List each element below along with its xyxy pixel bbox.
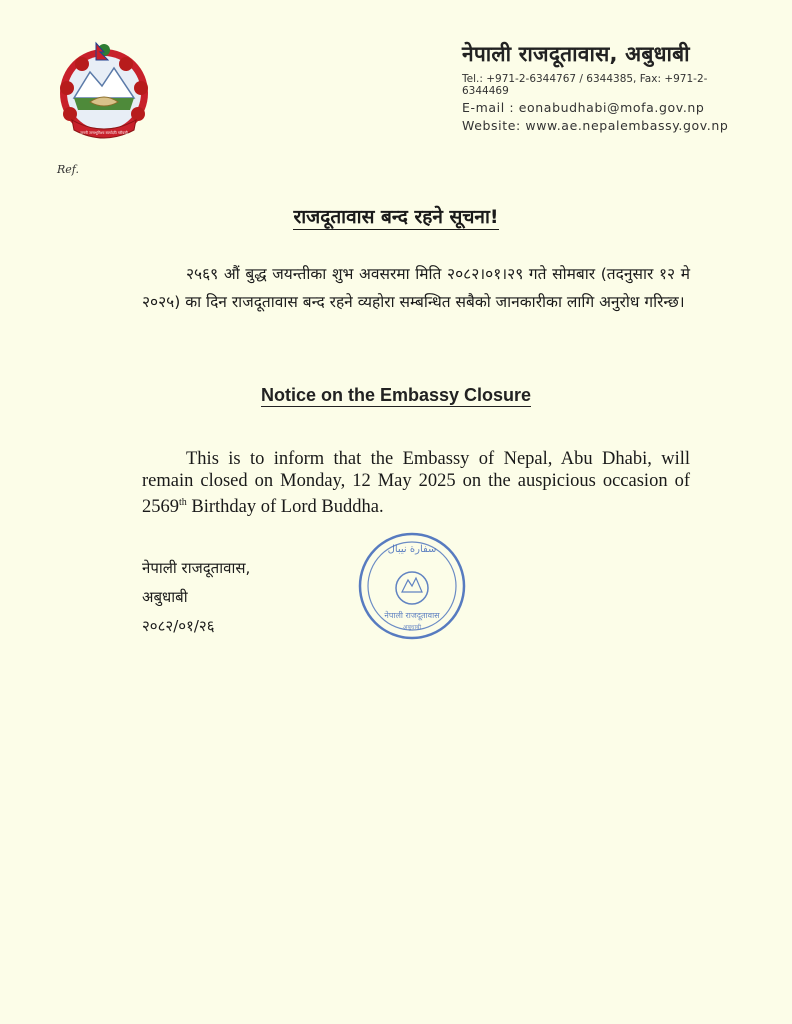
- contact-phone-fax: Tel.: +971-2-6344767 / 6344385, Fax: +971-2-6344469: [462, 73, 708, 97]
- contact-website: Website: www.ae.nepalembassy.gov.np: [462, 118, 729, 133]
- ordinal-suffix: th: [179, 497, 187, 508]
- english-body-part1: This is to inform that the Embassy of Nepal, Abu Dhabi, will remain closed on Monday, 12 May 2025 on the auspicious occasion of 2569: [142, 449, 690, 518]
- nepal-coat-of-arms-icon: [52, 38, 156, 148]
- embassy-name: नेपाली राजदूतावास, अबुधाबी: [462, 42, 690, 66]
- nepali-notice-title-text: राजदूतावास बन्द रहने सूचना!: [293, 206, 499, 228]
- nepali-notice-body: २५६९ औं बुद्ध जयन्तीका शुभ अवसरमा मिति २०८२।०१।२९ गते सोमबार (तदनुसार १२ मे २०२५) का दिन राजदूतावास बन्द रहने व्यहोरा सम्बन्धित सबैको जानकारीका लागि अनुरोध गरिन्छ।: [142, 265, 690, 311]
- contact-email: E-mail : eonabudhabi@mofa.gov.np: [462, 100, 705, 115]
- signature-embassy: नेपाली राजदूतावास,: [142, 559, 251, 577]
- seal-city-text: अबुधाबी: [402, 624, 422, 631]
- ref-label: Ref.: [57, 163, 79, 176]
- signature-date: २०८२/०१/२६: [142, 617, 215, 635]
- signature-block: [142, 554, 250, 641]
- english-body-part2: Birthday of Lord Buddha.: [186, 497, 384, 518]
- emblem-motto: जननी जन्मभूमिश्च स्वर्गादपि गरीयसी: [80, 131, 128, 135]
- letterhead: [462, 40, 752, 133]
- english-notice-title-text: Notice on the Embassy Closure: [260, 385, 532, 405]
- english-notice-body: [142, 448, 690, 518]
- seal-arabic-text: سفارة نيبال: [387, 544, 437, 555]
- nepali-notice-title: [0, 203, 792, 229]
- embassy-seal-stamp-icon: [356, 530, 468, 642]
- seal-nepali-text: नेपाली राजदूतावास: [384, 611, 440, 620]
- english-notice-title: [0, 385, 792, 406]
- signature-city: अबुधाबी: [142, 588, 188, 606]
